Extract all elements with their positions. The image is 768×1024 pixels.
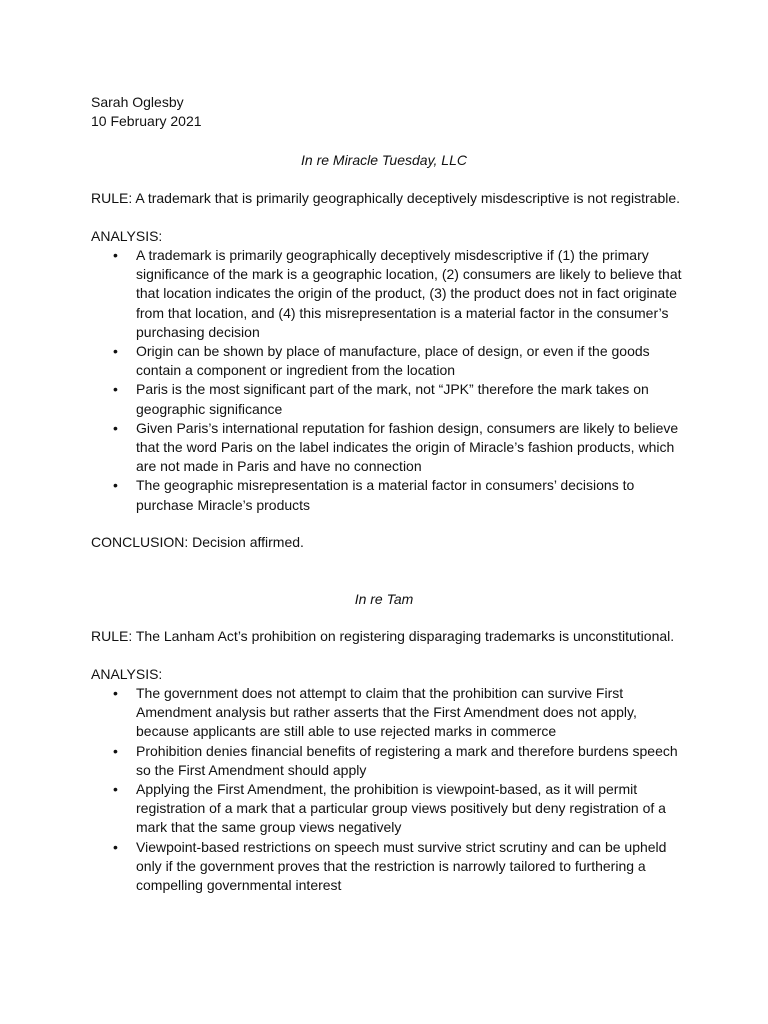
analysis-item: • Paris is the most significant part of the mark, not “JPK” therefore the mark takes on geographic significance <box>113 380 693 418</box>
analysis-item: • Applying the First Amendment, the prohibition is viewpoint-based, as it will permit registration of a mark that a particular group views positively but deny registration of a mark that the same group views negatively <box>113 780 693 838</box>
analysis-label-miracle-tuesday: ANALYSIS: <box>91 228 163 244</box>
case-title-tam: In re Tam <box>354 591 414 607</box>
document-date: 10 February 2021 <box>91 113 202 130</box>
author-name: Sarah Oglesby <box>91 94 184 110</box>
analysis-item: • Viewpoint-based restrictions on speech must survive strict scrutiny and can be upheld only if the government proves that the restriction is narrowly tailored to furthering a compelling governmental interest <box>113 838 693 896</box>
rule-miracle-tuesday <box>91 189 731 208</box>
conclusion-miracle-tuesday <box>91 533 731 552</box>
analysis-list-tam <box>113 684 693 895</box>
analysis-item: • The geographic misrepresentation is a material factor in consumers’ decisions to purchase Miracle’s products <box>113 476 693 514</box>
analysis-label-tam: ANALYSIS: <box>91 666 163 682</box>
analysis-list-miracle-tuesday <box>113 246 693 515</box>
conclusion-text: Decision affirmed. <box>192 534 304 550</box>
rule-text: A trademark that is primarily geographically deceptively misdescriptive is not registrable. <box>135 190 681 206</box>
analysis-item: • The government does not attempt to claim that the prohibition can survive First Amendment analysis but rather asserts that the First Amendment does not apply, because applicants are still able to use rejected marks in commerce <box>113 684 693 742</box>
rule-text: The Lanham Act’s prohibition on registering disparaging trademarks is unconstitutional. <box>135 628 675 644</box>
conclusion-label: CONCLUSION: <box>91 534 189 550</box>
rule-label: RULE: <box>91 190 133 206</box>
document-header <box>91 93 202 131</box>
rule-tam <box>91 627 731 646</box>
analysis-item: • A trademark is primarily geographically deceptively misdescriptive if (1) the primary significance of the mark is a geographic location, (2) consumers are likely to believe that that location indicates the origin of the product, (3) the product does not in fact originate from that location, and (4) this misrepresentation is a material factor in the consumer’s purchasing decision <box>113 246 693 342</box>
case-title-miracle-tuesday: In re Miracle Tuesday, LLC <box>301 152 467 168</box>
analysis-item: • Given Paris’s international reputation for fashion design, consumers are likely to believe that the word Paris on the label indicates the origin of Miracle’s fashion products, which are not made in Paris and have no connection <box>113 419 693 477</box>
rule-label: RULE: <box>91 628 133 644</box>
analysis-item: • Prohibition denies financial benefits of registering a mark and therefore burdens speech so the First Amendment should apply <box>113 742 693 780</box>
analysis-item: • Origin can be shown by place of manufacture, place of design, or even if the goods contain a component or ingredient from the location <box>113 342 693 380</box>
